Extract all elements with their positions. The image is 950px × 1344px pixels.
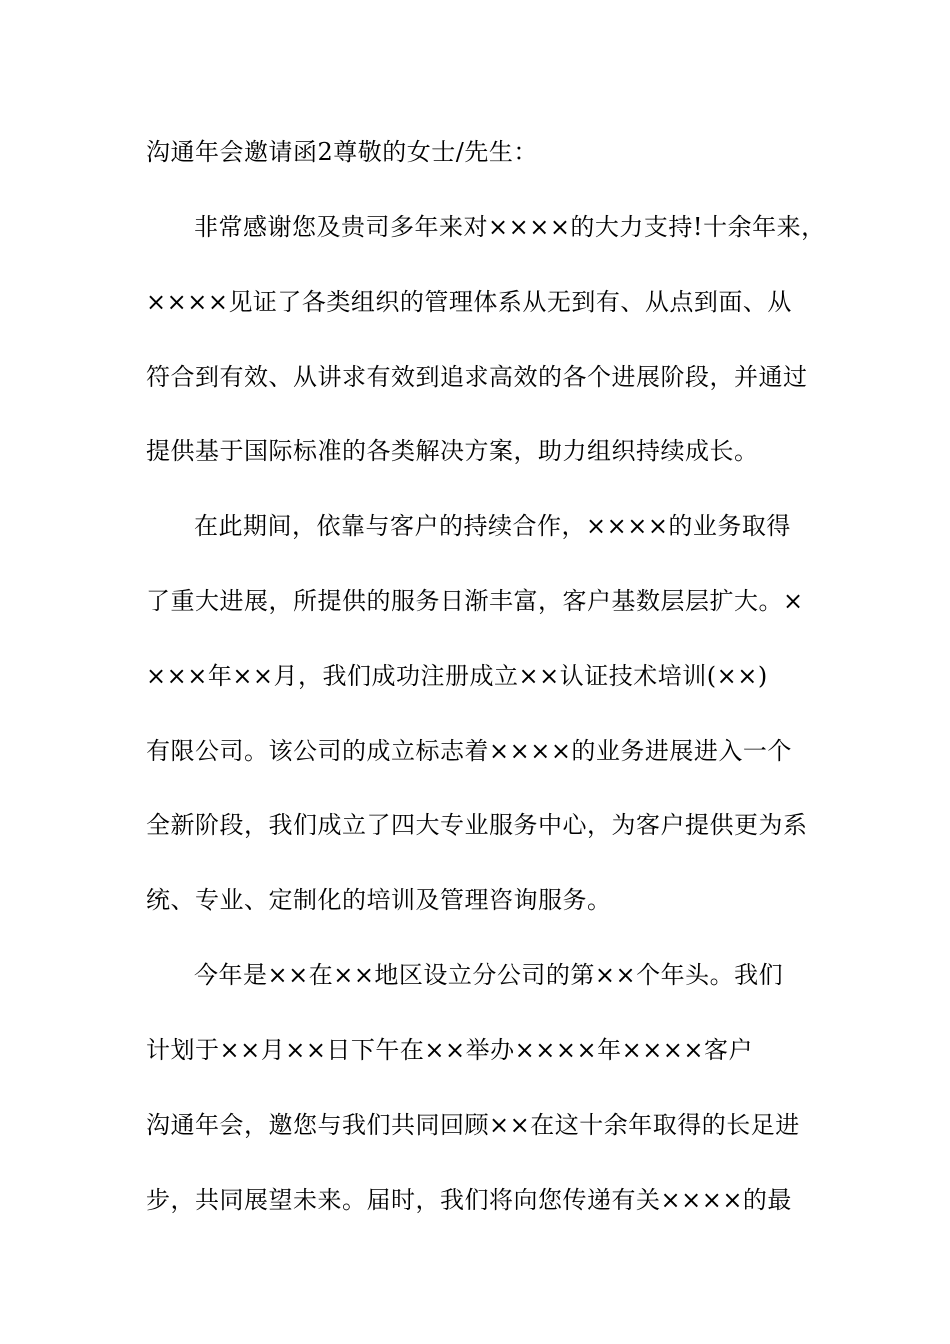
paragraph-1-line-4: 提供基于国际标准的各类解决方案，助力组织持续成长。 <box>146 437 759 465</box>
paragraph-1-line-1: 非常感谢您及贵司多年来对××××的大力支持!十余年来， <box>194 213 826 241</box>
paragraph-2-line-5: 全新阶段，我们成立了四大专业服务中心，为客户提供更为系 <box>146 811 808 839</box>
paragraph-3-line-3: 沟通年会，邀您与我们共同回顾××在这十余年取得的长足进 <box>146 1111 800 1139</box>
paragraph-1-line-2: ××××见证了各类组织的管理体系从无到有、从点到面、从 <box>146 288 792 316</box>
paragraph-3-line-4: 步，共同展望未来。届时，我们将向您传递有关××××的最 <box>146 1186 792 1214</box>
paragraph-2-line-2: 了重大进展，所提供的服务日渐丰富，客户基数层层扩大。× <box>146 587 804 615</box>
paragraph-2-line-4: 有限公司。该公司的成立标志着××××的业务进展进入一个 <box>146 737 792 765</box>
paragraph-2-line-3: ×××年××月，我们成功注册成立××认证技术培训(××) <box>146 662 768 690</box>
paragraph-2-line-1: 在此期间，依靠与客户的持续合作，××××的业务取得 <box>194 512 791 540</box>
paragraph-1-line-3: 符合到有效、从讲求有效到追求高效的各个进展阶段，并通过 <box>146 363 808 391</box>
paragraph-3-line-2: 计划于××月××日下午在××举办××××年××××客户 <box>146 1036 754 1064</box>
paragraph-2-line-6: 统、专业、定制化的培训及管理咨询服务。 <box>146 886 612 914</box>
paragraph-3-line-1: 今年是××在××地区设立分公司的第××个年头。我们 <box>194 961 784 989</box>
heading-line: 沟通年会邀请函2尊敬的女士/先生： <box>146 138 538 166</box>
